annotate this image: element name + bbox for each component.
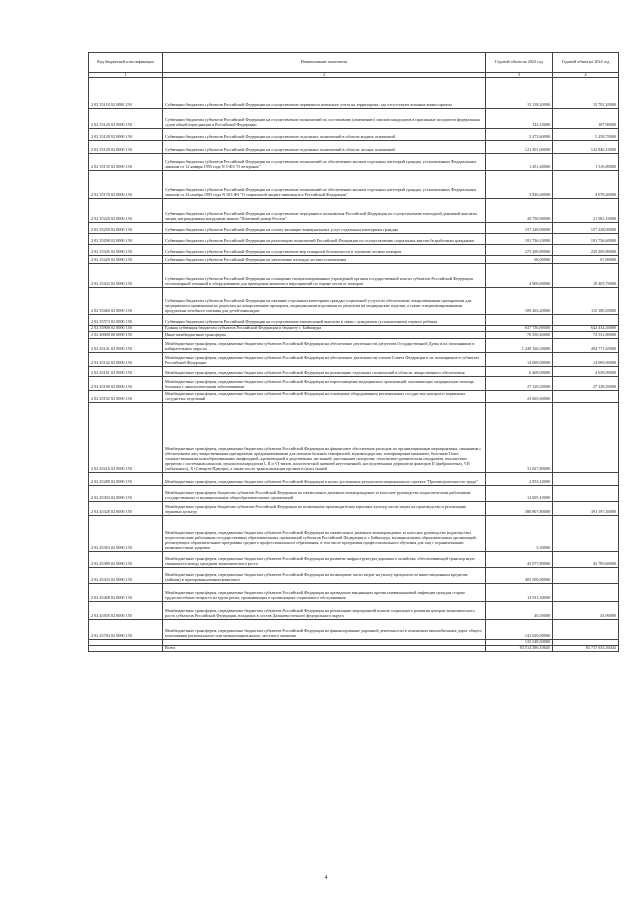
table-row [89,403,619,473]
budget-table [88,52,619,652]
row-code: 2 02 35900 02 0000 150 [89,326,163,332]
row-value-2023: 1 451,40000 [486,154,553,171]
table-row [89,516,619,552]
table-row [89,288,619,315]
row-code: 2 02 45328 02 0000 150 [89,502,163,516]
row-name: Субвенции бюджетам субъектов Российской Федерации на осуществление отдельных полномочий в области лесных отношений [163,141,486,154]
row-name: Субвенции бюджетам субъектов Российской Федерации на осуществление полномочий по обеспечению жильем отдельных категорий граждан, установленных Федеральным законом от 12 января 1995 года N 5-ФЗ "О ветеранах" [163,154,486,171]
row-value-2024: 21 581,10000 [553,199,619,223]
row-code: 2 02 45289 02 0000 150 [89,473,163,486]
row-value-2023: 5,30000 [486,516,553,552]
row-value-2023: 637 736,80000 [486,326,553,332]
row-code: 2 02 35118 02 0000 150 [89,78,163,109]
row-value-2024: 5 258,70000 [553,129,619,141]
row-value-2024: 45 785,60000 [553,552,619,568]
row-value-2023: 109 263,40000 [486,288,553,315]
row-name: Межбюджетные трансферты, передаваемые бюджетам субъектов Российской Федерации на развитие инфраструктуры дорожного хозяйства, обеспечивающей транспортную связанность между центрами экономического роста [163,552,486,568]
row-name: Субвенции бюджетам субъектов Российской Федерации на реализацию полномочий Российской Федерации по осуществлению социальных выплат безработным гражданам [163,234,486,245]
row-value-2023: 5 273,60000 [486,129,553,141]
row-code: 2 02 35120 02 0000 150 [89,109,163,129]
row-name: Субвенции бюджетам субъектов Российской Федерации на осуществление ежемесячной выплаты в связи с рождением (усыновлением) первого ребенка [163,315,486,326]
row-name: Единая субвенция бюджетам субъектов Российской Федерации и бюджету г. Байконура [163,326,486,332]
row-value-2024: 235 200,80000 [553,245,619,256]
row-value-2023: 191 736,10000 [486,234,553,245]
row-value-2024: 67,80000 [553,256,619,264]
row-name: Субвенции бюджетам субъектов Российской Федерации на оснащение специализированных учреждений органов государственной власти субъектов Российской Федерации лесопожарной техникой и оборудованием для проведения комплекса мероприятий по охране лесов от пожаров [163,264,486,288]
row-name: Субвенции бюджетам субъектов Российской Федерации на осуществление мер пожарной безопасности и тушению лесных пожаров [163,245,486,256]
table-row [89,377,619,391]
row-value-2024 [553,584,619,602]
table-row [89,78,619,109]
total-label: Всего [163,646,486,652]
column-number: 3 [486,73,553,78]
row-value-2024: 642 434,40000 [553,326,619,332]
total-value-2023: 83 514 586,10645 [486,646,553,652]
row-name: Субвенции бюджетам субъектов Российской Федерации на осуществление полномочий по обеспечению жильем отдельных категорий граждан, установленных Федеральным законом от 24 ноября 1995 года N 181-ФЗ "О социальной защите инвалидов в Российской Федерации" [163,171,486,199]
row-name: Межбюджетные трансферты бюджетам субъектов Российской Федерации на возмещение производителям зерновых культур части затрат на производство и реализацию зерновых культур [163,502,486,516]
row-value-2024: 10 403,70000 [553,264,619,288]
table-row [89,552,619,568]
row-name: Межбюджетные трансферты, передаваемые бюджетам субъектов Российской Федерации на реализацию мероприятий планов социального развития центров экономического роста субъектов Российской Федерации, входящих в состав Дальневосточного федерального округа [163,602,486,620]
row-value-2024: 191 736,60000 [553,234,619,245]
row-code: 2 02 45363 02 0000 150 [89,516,163,552]
table-row [89,109,619,129]
total-code [89,646,163,652]
table-row [89,332,619,339]
row-name: Иные межбюджетные трансферты [163,332,486,339]
row-value-2023: 31 027,80000 [486,403,553,473]
row-code: 2 02 40000 00 0000 150 [89,332,163,339]
row-code: 2 02 45468 02 0000 150 [89,584,163,602]
row-value-2023: 380 807,80000 [486,502,553,516]
column-number: 2 [163,73,486,78]
row-value-2023: 157 228,00000 [486,223,553,234]
row-value-2023: 23 665,60000 [486,391,553,403]
row-code: 2 02 35250 02 0000 150 [89,223,163,234]
table-row [89,223,619,234]
row-name: Межбюджетные трансферты, передаваемые бюджетам субъектов Российской Федерации на проведение вакцинации против пневмококковой инфекции граждан старше трудоспособного возраста из групп риска, проживающих в организациях социального обслуживания [163,584,486,602]
table-row [89,568,619,584]
row-code: 2 02 45190 02 0000 150 [89,377,163,391]
row-value-2023: 2 953,10000 [486,473,553,486]
header-name: Наименование показателя [163,53,486,73]
row-code: 2 02 35432 02 0000 150 [89,264,163,288]
table-row [89,199,619,223]
row-name: Субвенции бюджетам субъектов Российской Федерации на осуществление переданного полномочия Российской Федерации по осуществлению ежегодной денежной выплаты лицам, награжденным нагрудным знаком "Почетный донор России" [163,199,486,223]
row-code: 2 02 45141 02 0000 150 [89,339,163,353]
header-year-2023: Годовой объем на 2023 год [486,53,553,73]
row-code: 2 02 45505 02 0000 150 [89,602,163,620]
row-value-2024 [553,391,619,403]
row-name: Субвенции бюджетам субъектов Российской Федерации на оказание отдельным категориям граждан социальной услуги по обеспечению лекарственными препаратами для медицинского применения по рецептам на лекарственные препараты, медицинскими изделиями по рецептам на медицинские изделия, а также специализированными продуктами лечебного питания для детей-инвалидов [163,288,486,315]
header-year-2024: Годовой объем на 2024 год [553,53,619,73]
row-value-2023: 405 500,00000 [486,568,553,584]
row-name: Межбюджетные трансферты, передаваемые бюджетам субъектов Российской Федерации на обеспечение деятельности членов Совета Федерации и их помощников в субъектах Российской Федерации [163,353,486,367]
total-value-2024: 83 737 633,30434 [553,646,619,652]
row-value-2023: 20 750,90000 [486,199,553,223]
table-row [89,264,619,288]
row-value-2024: 72 531,80000 [553,332,619,339]
row-name: Межбюджетные трансферты, передаваемые бюджетам субъектов Российской Федерации на обеспечение деятельности депутатов Государственной Думы и их помощников в избирательных округах [163,339,486,353]
row-code: 2 02 35345 02 0000 150 [89,245,163,256]
row-value-2024: 45,90000 [553,602,619,620]
row-code: 2 02 35429 02 0000 150 [89,256,163,264]
row-value-2023: 3 820,40000 [486,171,553,199]
row-code: 2 02 45389 02 0000 150 [89,552,163,568]
row-name: Субвенции бюджетам субъектов Российской Федерации на увеличение площади лесовосстановления [163,256,486,264]
row-value-2024: 107,90000 [553,109,619,129]
row-value-2023: 27 128,50000 [486,377,553,391]
table-row [89,502,619,516]
row-value-2023: 15 138,20000 [486,78,553,109]
row-code: 2 02 35128 02 0000 150 [89,129,163,141]
table-row [89,367,619,377]
row-value-2023: 6 469,00000 [486,367,553,377]
table-row [89,154,619,171]
row-name: Субвенции бюджетам субъектов Российской Федерации на осуществление полномочий по составлению (изменению) списков кандидатов в присяжные заседатели федеральных судов общей юрисдикции в Российской Федерации [163,109,486,129]
row-name: Межбюджетные трансферты, передаваемые бюджетам субъектов Российской Федерации на возмещение части затрат на уплату процентов по инвестиционным кредитам (займам) в агропромышленном комплексе [163,568,486,584]
row-name: Межбюджетные трансферты, передаваемые бюджетам субъектов Российской Федерации на ежемесячное денежное вознаграждение за классное руководство (кураторство) педагогическим работникам государственных образовательных организаций субъектов Российской Федерации и г. Байконура, муниципальных образовательных организаций, реализующих образовательные программы среднего профессионального образования, в том числе программы профессионального обучения для лиц с ограниченными возможностями здоровья [163,516,486,552]
row-code: 2 02 35129 02 0000 150 [89,141,163,154]
row-value-2023: 12 605,10000 [486,486,553,502]
row-value-2024: 494 771,65000 [553,339,619,353]
row-value-2024 [553,620,619,640]
header-code: Код бюджетной классификации [89,53,163,73]
row-value-2023: 12 911,30000 [486,584,553,602]
row-value-2024 [553,315,619,326]
table-row [89,245,619,256]
row-value-2023: 275 200,80000 [486,245,553,256]
row-value-2023: 122,10000 [486,109,553,129]
row-value-2023: 141 020,00000 [486,620,553,640]
row-value-2024: 391 197,40000 [553,502,619,516]
row-value-2024: 122 840,10000 [553,141,619,154]
row-code: 2 02 35220 02 0000 150 [89,199,163,223]
total-row [89,646,619,652]
row-value-2024 [553,473,619,486]
row-name: Межбюджетные трансферты, передаваемые бюджетам субъектов Российской Федерации на переоснащение медицинских организаций, оказывающих медицинскую помощь больным с онкологическими заболеваниями [163,377,486,391]
table-row [89,339,619,353]
table-row [89,486,619,502]
row-code: 2 02 45303 02 0000 150 [89,486,163,502]
row-value-2024: 27 128,50000 [553,377,619,391]
row-name: Межбюджетные трансферты, передаваемые бюджетам субъектов Российской Федерации на реализацию отдельных полномочий в области лекарственного обеспечения [163,367,486,377]
row-name: Межбюджетные трансферты, передаваемые бюджетам субъектов Российской Федерации на оснащение оборудованием региональных сосудистых центров и первичных сосудистых отделений [163,391,486,403]
row-code: 2 02 45142 02 0000 150 [89,353,163,367]
row-value-2023: 68,00000 [486,256,553,264]
row-value-2024: 4 079,40000 [553,171,619,199]
row-name: Межбюджетные трансферты, передаваемые бюджетам субъектов Российской Федерации на финансовое обеспечение расходов по организационным мероприятиям, связанным с обеспечением лиц лекарственными препаратами, предназначенными для лечения больных гемофилией, муковисцидозом, гипофизарным нанизмом, болезнью Гоше, злокачественными новообразованиями лимфоидной, кроветворной и родственных им тканей, рассеянным склерозом, гемолитико-уремическим синдромом, юношеским артритом с системным началом, мукополисахаридозом I, II и VI типов, апластической анемией неуточненной, наследственным дефицитом факторов II (фибриногена), VII (лабильного), X (Стюарта-Прауэра), а также после трансплантации органов и (или) тканей [163,403,486,473]
row-name: Субвенции бюджетам субъектов Российской Федерации на осуществление первичного воинского учета на территориях, где отсутствуют военные комиссариаты [163,78,486,109]
page-number: 4 [324,875,328,881]
row-value-2024: 115 180,20000 [553,288,619,315]
row-value-2024: 1 516,80000 [553,154,619,171]
row-name: Субвенции бюджетам субъектов Российской Федерации на осуществление отдельных полномочий в области водных отношений [163,129,486,141]
document-page [88,52,618,860]
row-code: 2 02 35176 02 0000 150 [89,171,163,199]
table-row [89,473,619,486]
column-number: 4 [553,73,619,78]
table-row [89,620,619,640]
table-row [89,353,619,367]
row-name: Межбюджетные трансферты бюджетам субъектов Российской Федерации на ежемесячное денежное вознаграждение за классное руководство педагогическим работникам государственных и муниципальных общеобразовательных организаций [163,486,486,502]
row-code: 2 02 45161 02 0000 150 [89,367,163,377]
row-name: Межбюджетные трансферты, передаваемые бюджетам субъектов Российской Федерации на финансирование дорожной деятельности в отношении автомобильных дорог общего пользования регионального или межмуниципального, местного значения [163,620,486,640]
row-value-2024 [553,568,619,584]
row-value-2024: 15 701,20000 [553,78,619,109]
row-name: Межбюджетные трансферты, передаваемые бюджетам субъектов Российской Федерации в целях достижения результатов национального проекта "Производительность труда" [163,473,486,486]
row-code: 2 02 45216 02 0000 150 [89,403,163,473]
table-row [89,391,619,403]
row-value-2023: 70 350,40000 [486,332,553,339]
row-code: 2 02 35290 02 0000 150 [89,234,163,245]
row-code: 2 02 45433 02 0000 150 [89,568,163,584]
row-value-2023: 1 249 166,30000 [486,339,553,353]
row-value-2023: 14 069,00000 [486,353,553,367]
row-value-2024 [553,486,619,502]
table-row [89,129,619,141]
row-value-2023: 121 301,60000 [486,141,553,154]
table-row [89,171,619,199]
table-row [89,315,619,326]
row-value-2023: 45 077,80000 [486,552,553,568]
row-code: 2 02 35573 02 0000 150 [89,315,163,326]
table-row [89,602,619,620]
row-value-2024: 14 069,00000 [553,353,619,367]
row-value-2023 [486,315,553,326]
table-row [89,256,619,264]
row-code: 2 02 35460 02 0000 150 [89,288,163,315]
row-value-2024 [553,403,619,473]
table-row [89,234,619,245]
row-code: 2 02 35135 02 0000 150 [89,154,163,171]
table-row [89,141,619,154]
row-value-2023: 135 548,50000 [486,640,553,646]
row-code: 2 02 45784 02 0000 150 [89,620,163,640]
row-name: Субвенции бюджетам субъектов Российской Федерации на оплату жилищно-коммунальных услуг отдельным категориям граждан [163,223,486,234]
column-number: 1 [89,73,163,78]
row-code: 2 02 45192 02 0000 150 [89,391,163,403]
row-value-2024: 4 639,00000 [553,367,619,377]
row-value-2023: 40,50000 [486,602,553,620]
row-value-2023: 4 906,60000 [486,264,553,288]
row-value-2024: 157 228,00000 [553,223,619,234]
table-header-row [89,53,619,73]
row-value-2024 [553,516,619,552]
table-row [89,584,619,602]
